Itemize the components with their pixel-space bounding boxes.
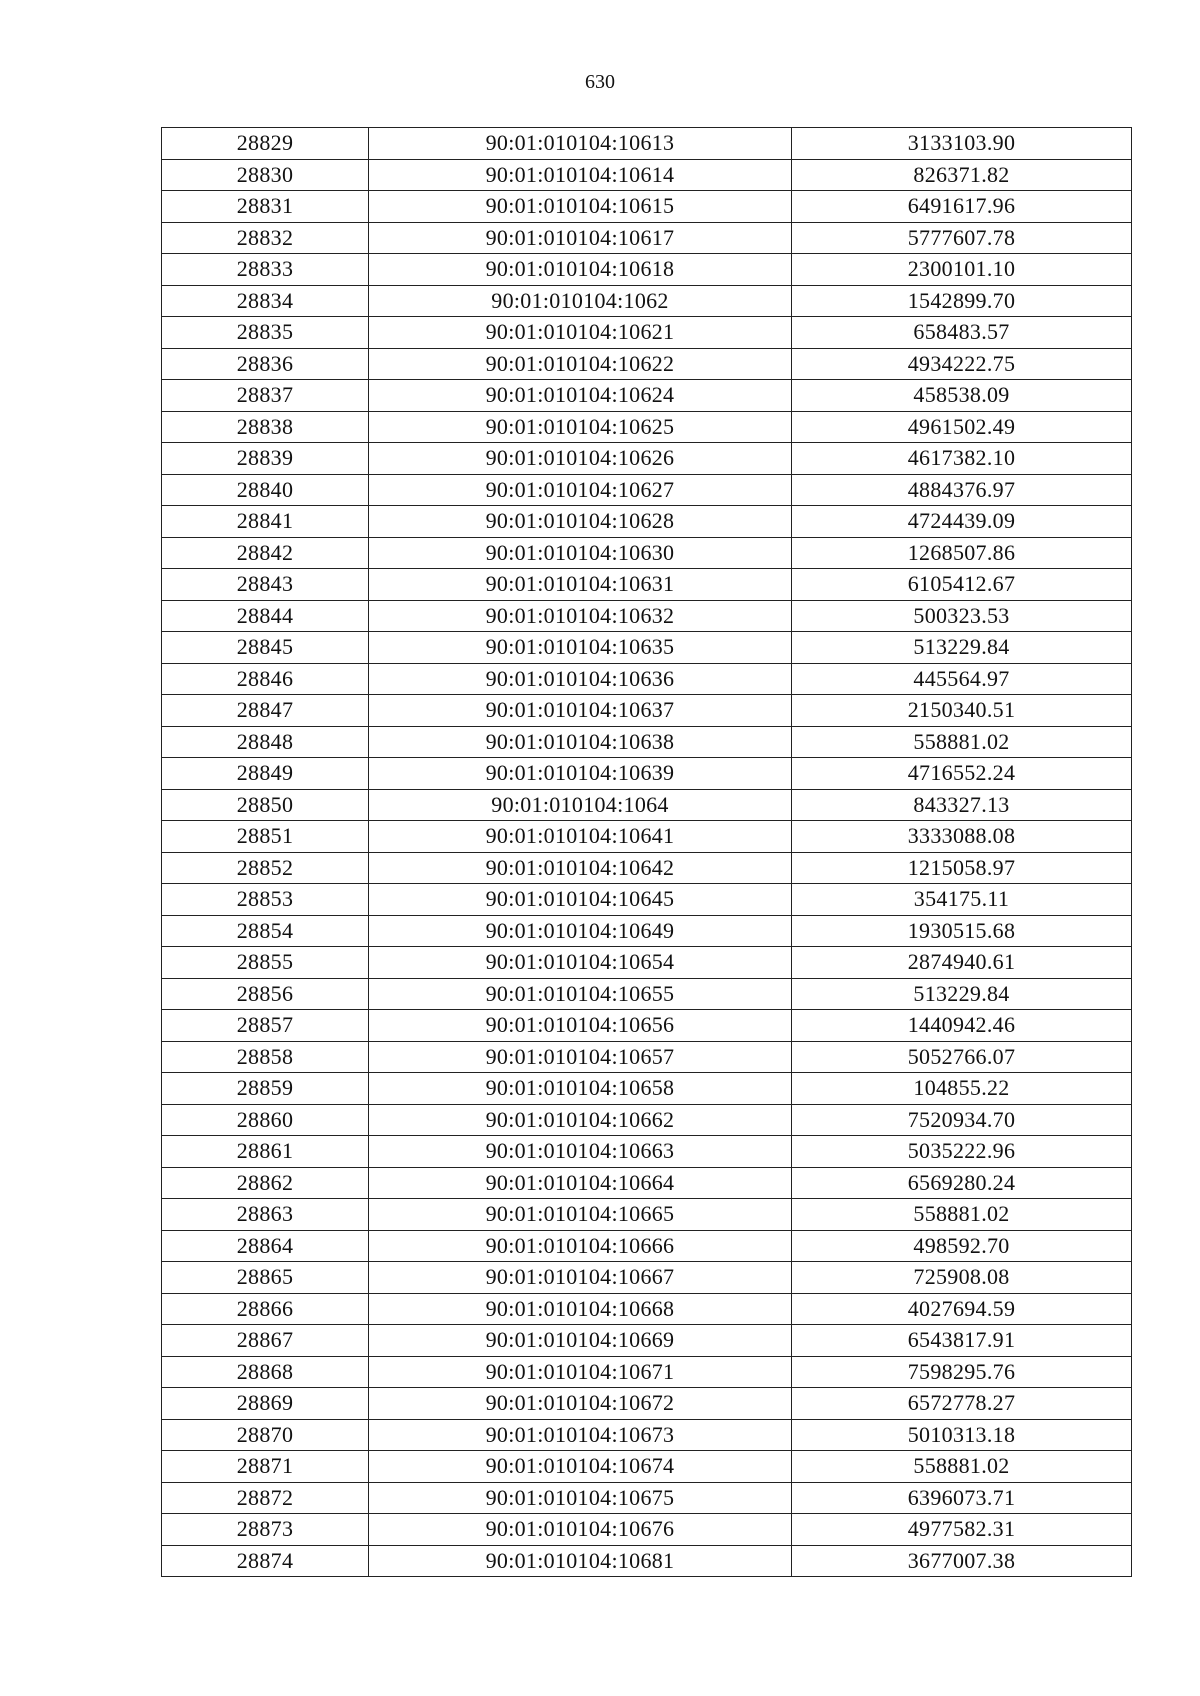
row-number-cell: 28859 [162,1073,369,1105]
cadastral-number-cell: 90:01:010104:10637 [369,695,792,727]
row-number-cell: 28841 [162,506,369,538]
row-number-cell: 28845 [162,632,369,664]
cadastral-number-cell: 90:01:010104:10654 [369,947,792,979]
table-row [162,128,1132,160]
row-number-cell: 28854 [162,915,369,947]
row-number-cell: 28847 [162,695,369,727]
row-number-cell: 28860 [162,1104,369,1136]
cadastral-number-cell: 90:01:010104:10642 [369,852,792,884]
table-row [162,600,1132,632]
value-cell: 498592.70 [792,1230,1132,1262]
cadastral-number-cell: 90:01:010104:10618 [369,254,792,286]
value-cell: 1542899.70 [792,285,1132,317]
row-number-cell: 28869 [162,1388,369,1420]
value-cell: 7520934.70 [792,1104,1132,1136]
table-row [162,1545,1132,1577]
cadastral-number-cell: 90:01:010104:1064 [369,789,792,821]
row-number-cell: 28852 [162,852,369,884]
table-row [162,1451,1132,1483]
table-row [162,1136,1132,1168]
table-row [162,1514,1132,1546]
cadastral-number-cell: 90:01:010104:10631 [369,569,792,601]
row-number-cell: 28832 [162,222,369,254]
cadastral-number-cell: 90:01:010104:10667 [369,1262,792,1294]
cadastral-number-cell: 90:01:010104:10622 [369,348,792,380]
cadastral-number-cell: 90:01:010104:10614 [369,159,792,191]
table-body [162,128,1132,1577]
value-cell: 6491617.96 [792,191,1132,223]
value-cell: 5035222.96 [792,1136,1132,1168]
value-cell: 6105412.67 [792,569,1132,601]
value-cell: 3333088.08 [792,821,1132,853]
value-cell: 104855.22 [792,1073,1132,1105]
table-row [162,1230,1132,1262]
cadastral-number-cell: 90:01:010104:10672 [369,1388,792,1420]
value-cell: 658483.57 [792,317,1132,349]
table-row [162,915,1132,947]
row-number-cell: 28846 [162,663,369,695]
table-row [162,1167,1132,1199]
row-number-cell: 28862 [162,1167,369,1199]
row-number-cell: 28848 [162,726,369,758]
table-row [162,506,1132,538]
cadastral-number-cell: 90:01:010104:10666 [369,1230,792,1262]
row-number-cell: 28855 [162,947,369,979]
cadastral-number-cell: 90:01:010104:10628 [369,506,792,538]
value-cell: 4977582.31 [792,1514,1132,1546]
value-cell: 354175.11 [792,884,1132,916]
value-cell: 3133103.90 [792,128,1132,160]
row-number-cell: 28831 [162,191,369,223]
table-row [162,222,1132,254]
table-row [162,821,1132,853]
value-cell: 558881.02 [792,1199,1132,1231]
table-row [162,569,1132,601]
value-cell: 4027694.59 [792,1293,1132,1325]
cadastral-number-cell: 90:01:010104:10636 [369,663,792,695]
row-number-cell: 28870 [162,1419,369,1451]
row-number-cell: 28861 [162,1136,369,1168]
value-cell: 445564.97 [792,663,1132,695]
table-row [162,191,1132,223]
value-cell: 2874940.61 [792,947,1132,979]
row-number-cell: 28871 [162,1451,369,1483]
row-number-cell: 28867 [162,1325,369,1357]
value-cell: 2150340.51 [792,695,1132,727]
value-cell: 6569280.24 [792,1167,1132,1199]
cadastral-number-cell: 90:01:010104:10663 [369,1136,792,1168]
table-row [162,1293,1132,1325]
value-cell: 500323.53 [792,600,1132,632]
row-number-cell: 28853 [162,884,369,916]
cadastral-number-cell: 90:01:010104:10668 [369,1293,792,1325]
table-row [162,254,1132,286]
cadastral-number-cell: 90:01:010104:10657 [369,1041,792,1073]
value-cell: 1268507.86 [792,537,1132,569]
value-cell: 1215058.97 [792,852,1132,884]
table-row [162,1388,1132,1420]
value-cell: 5010313.18 [792,1419,1132,1451]
row-number-cell: 28834 [162,285,369,317]
cadastral-number-cell: 90:01:010104:10632 [369,600,792,632]
value-cell: 513229.84 [792,632,1132,664]
cadastral-number-cell: 90:01:010104:10675 [369,1482,792,1514]
row-number-cell: 28858 [162,1041,369,1073]
value-cell: 458538.09 [792,380,1132,412]
cadastral-number-cell: 90:01:010104:10674 [369,1451,792,1483]
row-number-cell: 28843 [162,569,369,601]
row-number-cell: 28844 [162,600,369,632]
row-number-cell: 28863 [162,1199,369,1231]
row-number-cell: 28864 [162,1230,369,1262]
table-row [162,1482,1132,1514]
table-row [162,380,1132,412]
table-row [162,1199,1132,1231]
row-number-cell: 28850 [162,789,369,821]
value-cell: 3677007.38 [792,1545,1132,1577]
cadastral-number-cell: 90:01:010104:10681 [369,1545,792,1577]
cadastral-number-cell: 90:01:010104:10656 [369,1010,792,1042]
table-row [162,789,1132,821]
table-row [162,632,1132,664]
value-cell: 1440942.46 [792,1010,1132,1042]
value-cell: 843327.13 [792,789,1132,821]
value-cell: 4716552.24 [792,758,1132,790]
cadastral-number-cell: 90:01:010104:10645 [369,884,792,916]
row-number-cell: 28849 [162,758,369,790]
row-number-cell: 28836 [162,348,369,380]
table-row [162,317,1132,349]
table-row [162,159,1132,191]
table-row [162,852,1132,884]
table-row [162,474,1132,506]
value-cell: 558881.02 [792,726,1132,758]
cadastral-number-cell: 90:01:010104:10635 [369,632,792,664]
cadastral-number-cell: 90:01:010104:10625 [369,411,792,443]
table-row [162,695,1132,727]
cadastral-number-cell: 90:01:010104:10649 [369,915,792,947]
value-cell: 5777607.78 [792,222,1132,254]
table-container [161,127,1131,1577]
cadastral-number-cell: 90:01:010104:10627 [369,474,792,506]
row-number-cell: 28840 [162,474,369,506]
row-number-cell: 28829 [162,128,369,160]
row-number-cell: 28856 [162,978,369,1010]
row-number-cell: 28857 [162,1010,369,1042]
table-row [162,1262,1132,1294]
row-number-cell: 28842 [162,537,369,569]
table-row [162,1010,1132,1042]
row-number-cell: 28835 [162,317,369,349]
table-row [162,285,1132,317]
page-number: 630 [585,71,615,93]
row-number-cell: 28837 [162,380,369,412]
cadastral-number-cell: 90:01:010104:10673 [369,1419,792,1451]
value-cell: 725908.08 [792,1262,1132,1294]
cadastral-number-cell: 90:01:010104:10641 [369,821,792,853]
table-row [162,947,1132,979]
table-row [162,1041,1132,1073]
cadastral-number-cell: 90:01:010104:10671 [369,1356,792,1388]
value-cell: 6543817.91 [792,1325,1132,1357]
row-number-cell: 28868 [162,1356,369,1388]
value-cell: 7598295.76 [792,1356,1132,1388]
cadastral-number-cell: 90:01:010104:1062 [369,285,792,317]
row-number-cell: 28866 [162,1293,369,1325]
value-cell: 4934222.75 [792,348,1132,380]
table-row [162,1104,1132,1136]
data-table [161,127,1132,1577]
row-number-cell: 28865 [162,1262,369,1294]
row-number-cell: 28833 [162,254,369,286]
table-row [162,663,1132,695]
row-number-cell: 28872 [162,1482,369,1514]
table-row [162,758,1132,790]
cadastral-number-cell: 90:01:010104:10626 [369,443,792,475]
cadastral-number-cell: 90:01:010104:10630 [369,537,792,569]
cadastral-number-cell: 90:01:010104:10638 [369,726,792,758]
table-row [162,348,1132,380]
cadastral-number-cell: 90:01:010104:10613 [369,128,792,160]
cadastral-number-cell: 90:01:010104:10662 [369,1104,792,1136]
value-cell: 4961502.49 [792,411,1132,443]
cadastral-number-cell: 90:01:010104:10658 [369,1073,792,1105]
row-number-cell: 28851 [162,821,369,853]
cadastral-number-cell: 90:01:010104:10665 [369,1199,792,1231]
table-row [162,1419,1132,1451]
value-cell: 4724439.09 [792,506,1132,538]
table-row [162,1073,1132,1105]
cadastral-number-cell: 90:01:010104:10639 [369,758,792,790]
table-row [162,726,1132,758]
value-cell: 4617382.10 [792,443,1132,475]
cadastral-number-cell: 90:01:010104:10655 [369,978,792,1010]
value-cell: 6572778.27 [792,1388,1132,1420]
table-row [162,884,1132,916]
cadastral-number-cell: 90:01:010104:10664 [369,1167,792,1199]
value-cell: 5052766.07 [792,1041,1132,1073]
row-number-cell: 28873 [162,1514,369,1546]
table-row [162,443,1132,475]
table-row [162,978,1132,1010]
cadastral-number-cell: 90:01:010104:10615 [369,191,792,223]
row-number-cell: 28830 [162,159,369,191]
table-row [162,411,1132,443]
table-row [162,1325,1132,1357]
table-row [162,1356,1132,1388]
value-cell: 513229.84 [792,978,1132,1010]
cadastral-number-cell: 90:01:010104:10621 [369,317,792,349]
table-row [162,537,1132,569]
cadastral-number-cell: 90:01:010104:10624 [369,380,792,412]
value-cell: 6396073.71 [792,1482,1132,1514]
value-cell: 4884376.97 [792,474,1132,506]
value-cell: 558881.02 [792,1451,1132,1483]
value-cell: 1930515.68 [792,915,1132,947]
row-number-cell: 28839 [162,443,369,475]
value-cell: 2300101.10 [792,254,1132,286]
row-number-cell: 28874 [162,1545,369,1577]
value-cell: 826371.82 [792,159,1132,191]
cadastral-number-cell: 90:01:010104:10676 [369,1514,792,1546]
row-number-cell: 28838 [162,411,369,443]
cadastral-number-cell: 90:01:010104:10617 [369,222,792,254]
cadastral-number-cell: 90:01:010104:10669 [369,1325,792,1357]
